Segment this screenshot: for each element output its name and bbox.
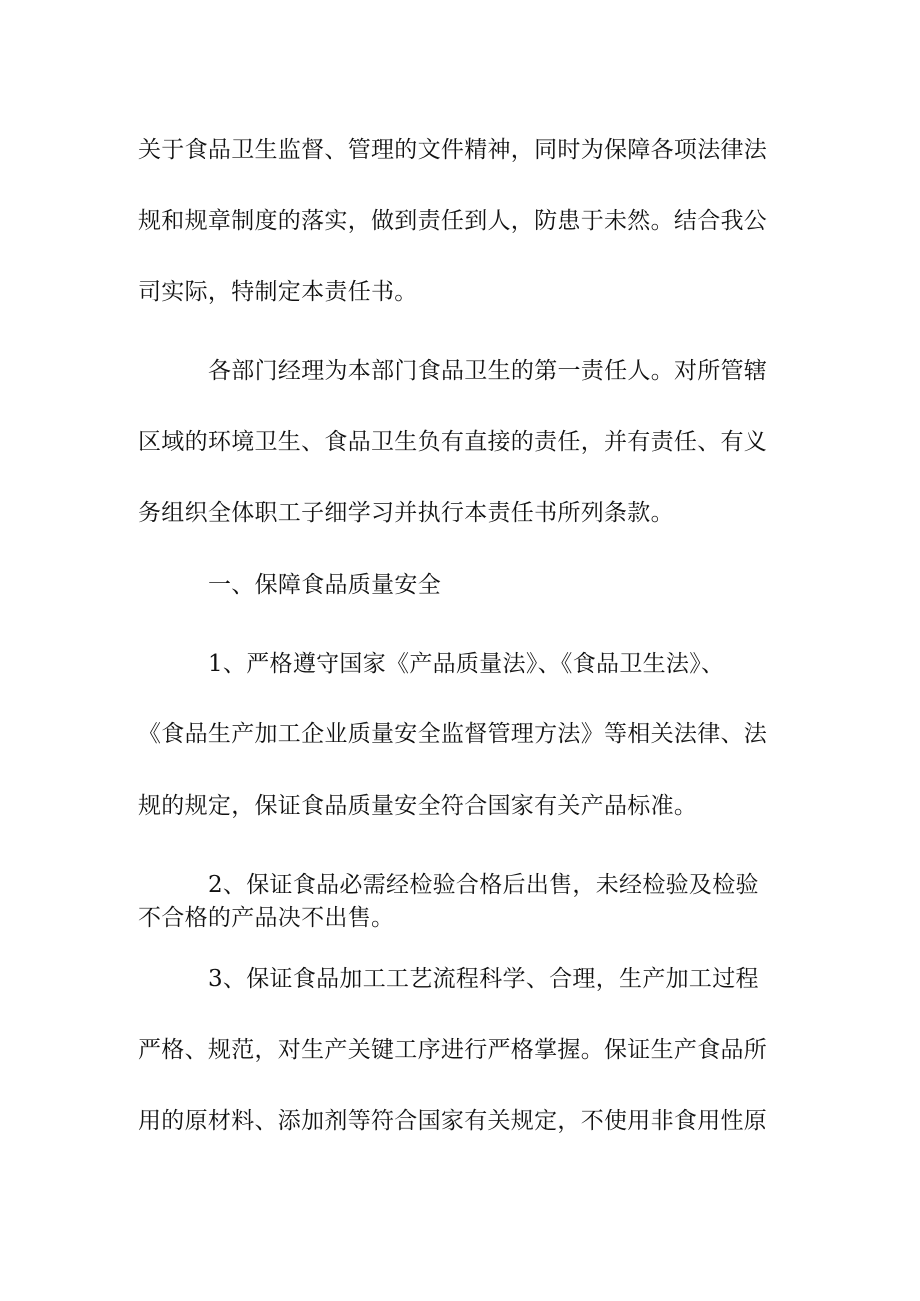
text-line: 2、保证食品必需经检验合格后出售，未经检验及检验 [208,872,759,898]
text-line: 关于食品卫生监督、管理的文件精神，同时为保障各项法律法 [138,137,768,163]
text-line: 司实际，特制定本责任书。 [138,279,418,305]
text-line: 务组织全体职工子细学习并执行本责任书所列条款。 [138,500,674,526]
text-line: 《食品生产加工企业质量安全监督管理方法》等相关法律、法 [138,721,768,747]
text-line: 各部门经理为本部门食品卫生的第一责任人。对所管辖 [208,358,768,384]
text-line: 规和规章制度的落实，做到责任到人，防患于未然。结合我公 [138,208,768,234]
text-line: 不合格的产品决不出售。 [138,905,395,931]
text-line: 严格、规范，对生产关键工序进行严格掌握。保证生产食品所 [138,1037,768,1063]
text-line: 区域的环境卫生、食品卫生负有直接的责任，并有责任、有义 [138,429,768,455]
text-line: 规的规定，保证食品质量安全符合国家有关产品标准。 [138,793,698,819]
text-line: 用的原材料、添加剂等符合国家有关规定，不使用非食用性原 [138,1108,768,1134]
text-line: 3、保证食品加工工艺流程科学、合理，生产加工过程 [208,966,759,992]
text-line: 1、严格遵守国家《产品质量法》、《食品卫生法》、 [208,651,725,677]
section-heading: 一、保障食品质量安全 [208,572,441,598]
